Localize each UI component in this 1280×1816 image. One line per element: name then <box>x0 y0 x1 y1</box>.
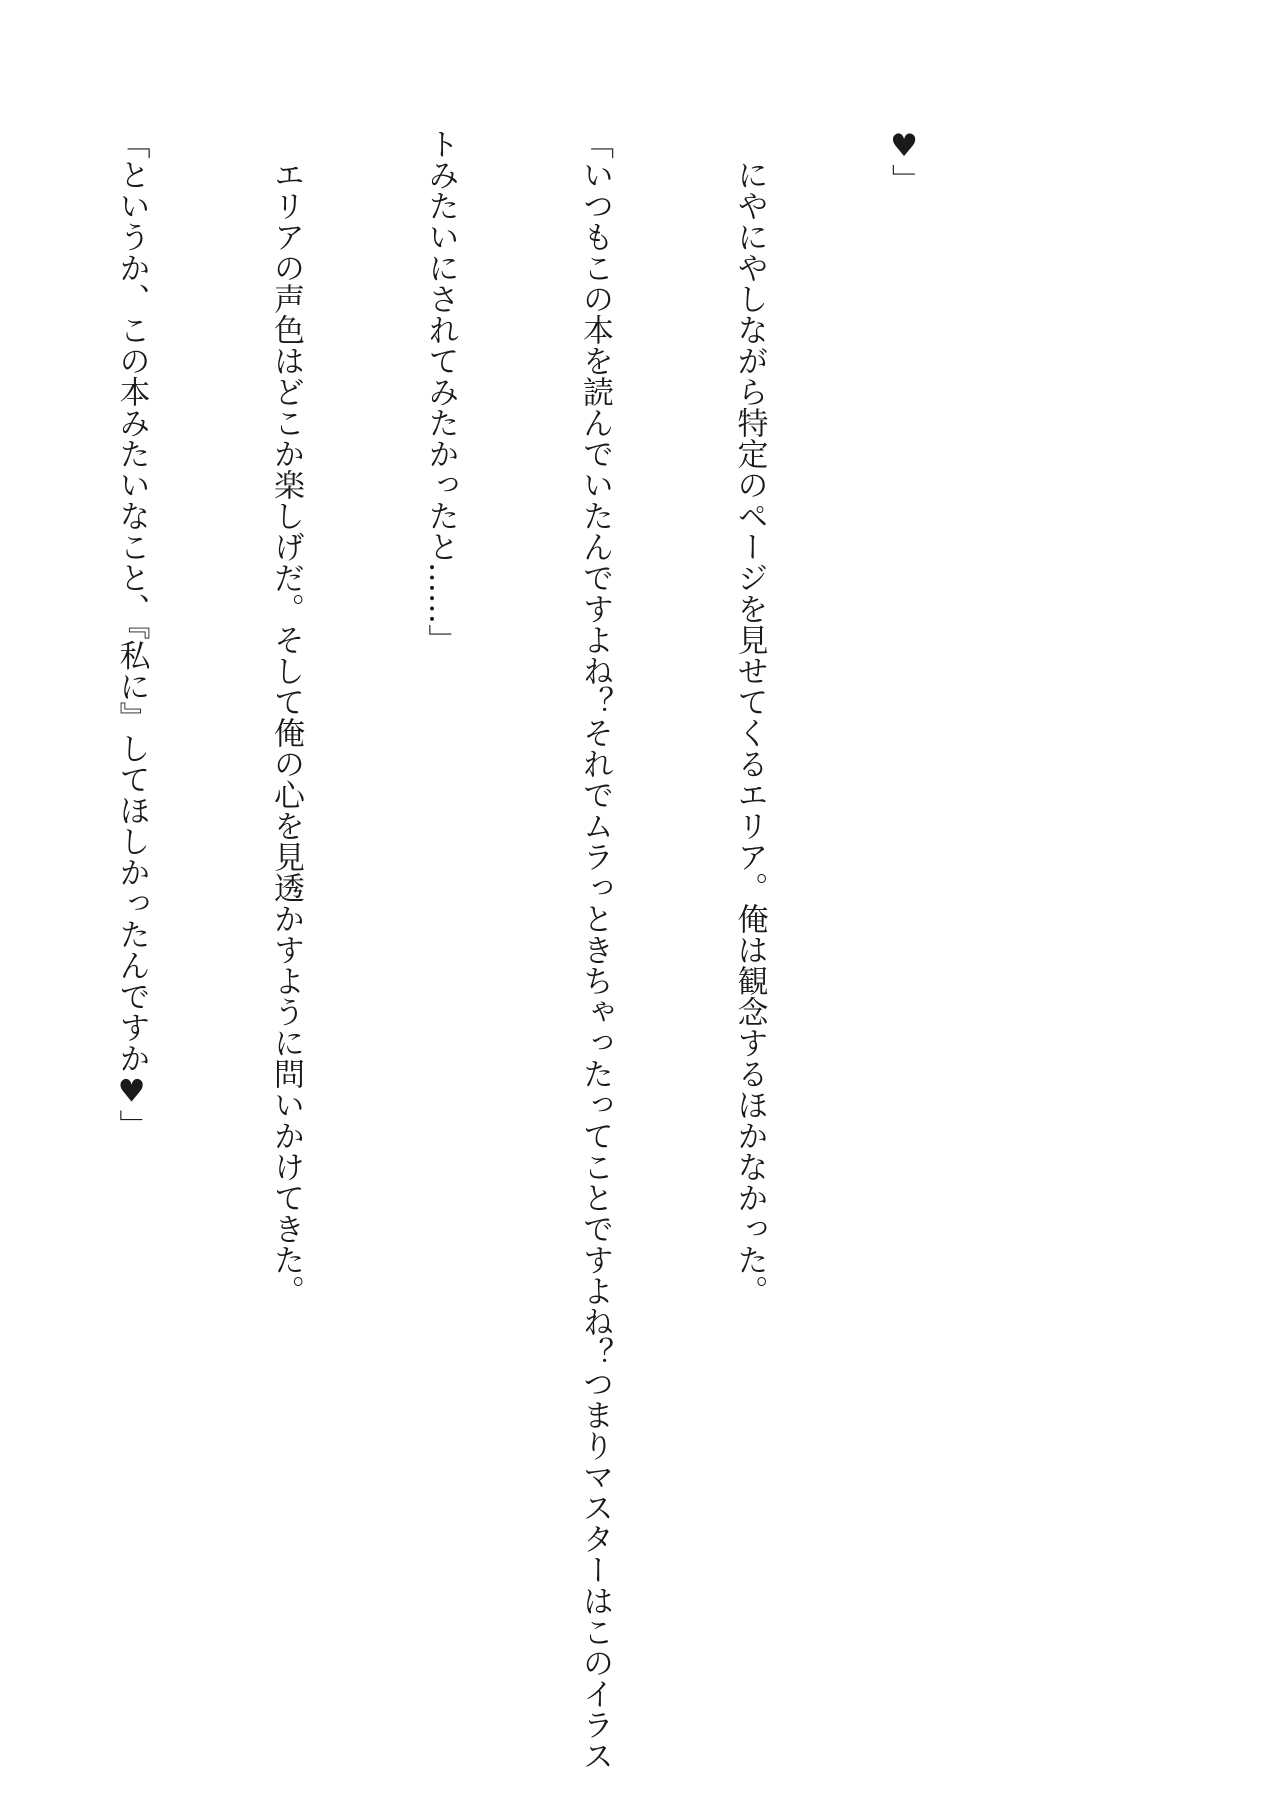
vertical-text-body <box>0 128 1032 1771</box>
text-line: にやにやしながら特定のページを見せてくるエリア。俺は観念するほかなかった。 <box>731 128 768 1306</box>
text-line: ♥」 <box>886 128 922 195</box>
text-line: 「いつもこの本を読んでいたんですよね？それでムラっときちゃったってことですよね？つまりマスターはこのイラス <box>577 128 613 1771</box>
text-line: 「というか、この本みたいなこと、『私に』してほしかったんですか♥」 <box>113 128 150 1141</box>
text-line: トみたいにされてみたかったと……」 <box>422 128 459 655</box>
text-line <box>0 128 2 1688</box>
text-line: エリアの声色はどこか楽しげだ。そして俺の心を見透かすように問いかけてきた。 <box>268 128 304 1306</box>
